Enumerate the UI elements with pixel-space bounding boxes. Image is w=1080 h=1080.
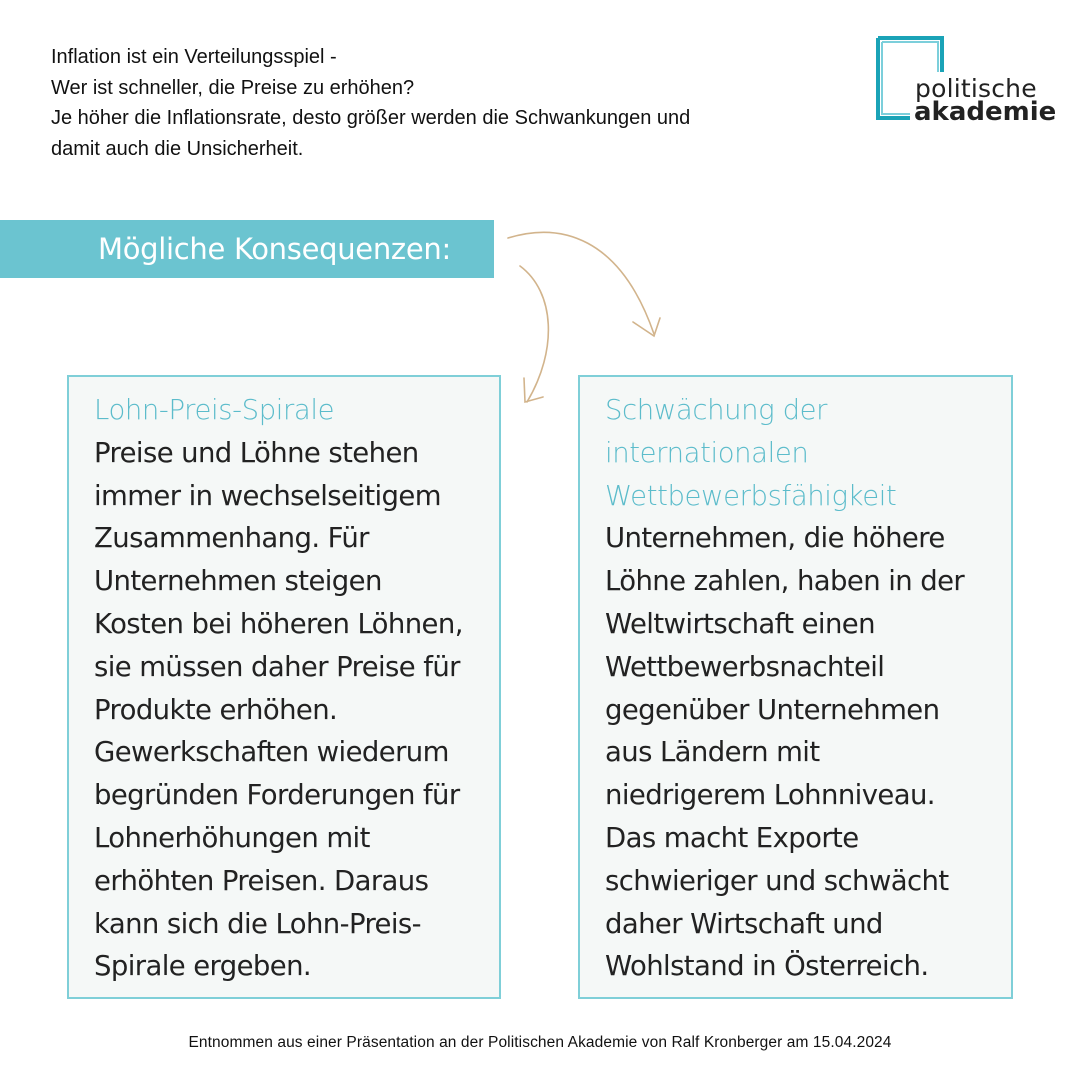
card-body-line: erhöhten Preisen. Daraus — [94, 864, 429, 897]
card-title — [605, 389, 1011, 517]
card-body-line: begründen Forderungen für — [94, 779, 460, 812]
card-body-line: Spirale ergeben. — [94, 950, 312, 983]
intro-line: damit auch die Unsicherheit. — [51, 137, 304, 160]
card-body-line: Produkte erhöhen. — [94, 693, 338, 726]
intro-line: Wer ist schneller, die Preise zu erhöhen? — [51, 76, 415, 99]
card-title-line: internationalen — [605, 436, 809, 469]
right-arrow-icon — [508, 232, 660, 336]
card-body-line: schwieriger und schwächt — [605, 864, 949, 897]
card-body-line: Wettbewerbsnachteil — [605, 650, 885, 683]
card-body — [605, 517, 1011, 988]
card-body-line: Preise und Löhne stehen — [94, 436, 419, 469]
source-footer: Entnommen aus einer Präsentation an der Politischen Akademie von Ralf Kronberger am 15.04.2024 — [188, 1034, 892, 1051]
card-body-line: Kosten bei höheren Löhnen, — [94, 607, 463, 640]
logo-text-akademie: akademie — [914, 97, 1057, 127]
card-title-line: Wettbewerbsfähigkeit — [605, 479, 897, 512]
card-body-line: Löhne zahlen, haben in der — [605, 565, 965, 598]
card-body-line: daher Wirtschaft und — [605, 907, 883, 940]
card-body-line: Das macht Exporte — [605, 821, 859, 854]
card-body-line: Weltwirtschaft einen — [605, 607, 875, 640]
arrows-graphic — [0, 0, 1080, 420]
card-title — [94, 389, 499, 432]
intro-line: Je höher die Inflationsrate, desto größer werden die Schwankungen und — [51, 107, 691, 129]
card-body — [94, 432, 499, 988]
card-body-line: Zusammenhang. Für — [94, 522, 369, 555]
logo-text-politische: politische — [915, 74, 1037, 103]
card-title-line: Schwächung der — [605, 394, 828, 426]
consequences-banner: Mögliche Konsequenzen: — [0, 220, 494, 278]
card-body-line: gegenüber Unternehmen — [605, 693, 940, 726]
card-body-line: niedrigerem Lohnniveau. — [605, 779, 935, 812]
card-body-line: Wohlstand in Österreich. — [605, 950, 929, 983]
card-body-line: immer in wechselseitigem — [94, 479, 441, 512]
card-body-line: sie müssen daher Preise für — [94, 650, 460, 683]
card-body-line: kann sich die Lohn-Preis- — [94, 907, 421, 940]
card-lohn-preis-spirale — [67, 375, 501, 999]
card-body-line: Gewerkschaften wiederum — [94, 736, 449, 769]
card-title-line: Lohn-Preis-Spirale — [94, 394, 335, 426]
intro-line: Inflation ist ein Verteilungsspiel - — [51, 46, 337, 68]
card-body-line: Unternehmen, die höhere — [605, 522, 945, 555]
card-body-line: aus Ländern mit — [605, 736, 820, 769]
card-body-line: Unternehmen steigen — [94, 565, 382, 598]
left-arrow-icon — [520, 266, 548, 402]
card-wettbewerbsfaehigkeit — [578, 375, 1013, 999]
card-body-line: Lohnerhöhungen mit — [94, 821, 370, 854]
